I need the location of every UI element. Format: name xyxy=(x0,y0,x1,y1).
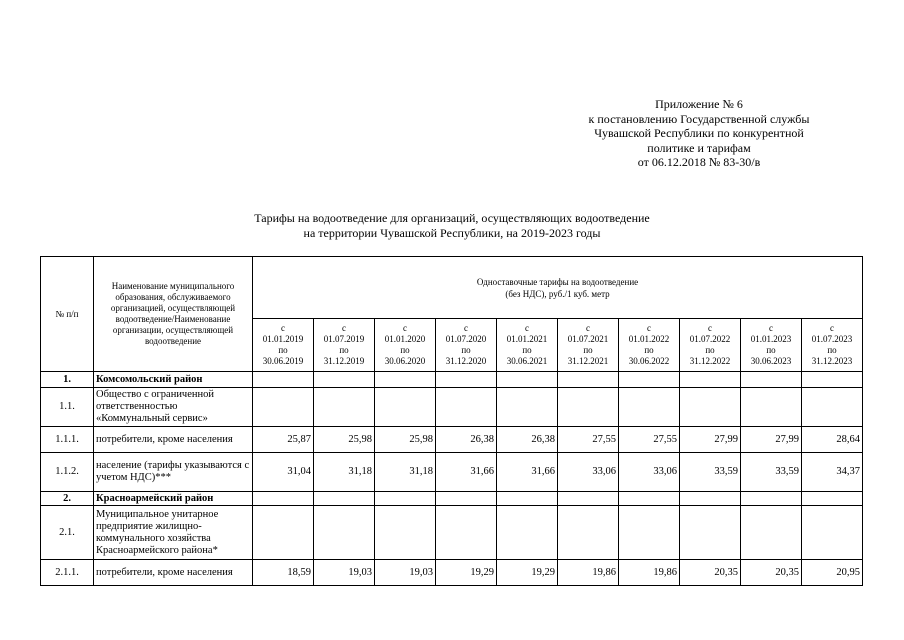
document-title xyxy=(150,211,754,240)
header-period-to: 30.06.2022 xyxy=(628,356,670,366)
tariff-value xyxy=(802,492,863,506)
header-period-to: 31.12.2020 xyxy=(445,356,487,366)
tariff-value: 33,06 xyxy=(558,453,619,492)
tariff-value xyxy=(314,372,375,388)
tariff-value: 34,37 xyxy=(802,453,863,492)
header-period-to: 30.06.2021 xyxy=(506,356,548,366)
tariff-value: 28,64 xyxy=(802,427,863,453)
header-num: № п/п xyxy=(41,257,94,372)
appendix-line: от 06.12.2018 № 83-30/в xyxy=(637,155,761,169)
row-number: 1.1. xyxy=(41,388,94,427)
header-period-from-word: с xyxy=(281,323,285,333)
tariff-value xyxy=(253,506,314,560)
header-period xyxy=(741,319,802,372)
tariff-value: 19,86 xyxy=(619,560,680,586)
tariff-value xyxy=(375,506,436,560)
tariff-value: 19,86 xyxy=(558,560,619,586)
header-period xyxy=(253,319,314,372)
row-number: 2.1.1. xyxy=(41,560,94,586)
table-row xyxy=(41,427,863,453)
tariff-value xyxy=(558,372,619,388)
header-period-to-word: по xyxy=(583,345,593,355)
header-period-to-word: по xyxy=(339,345,349,355)
tariff-value xyxy=(558,492,619,506)
tariff-value: 20,35 xyxy=(741,560,802,586)
header-period xyxy=(680,319,741,372)
tariff-value: 31,18 xyxy=(375,453,436,492)
row-number: 1. xyxy=(41,372,94,388)
tariff-value xyxy=(253,372,314,388)
tariff-value xyxy=(253,388,314,427)
tariff-value xyxy=(375,372,436,388)
row-number: 2.1. xyxy=(41,506,94,560)
tariff-value xyxy=(619,388,680,427)
table-row xyxy=(41,388,863,427)
tariff-value xyxy=(497,506,558,560)
header-period-to: 31.12.2023 xyxy=(811,356,853,366)
tariff-value xyxy=(741,372,802,388)
header-period xyxy=(436,319,497,372)
tariff-value: 27,99 xyxy=(680,427,741,453)
tariff-value xyxy=(680,506,741,560)
appendix-block xyxy=(560,97,838,170)
header-period-from-word: с xyxy=(403,323,407,333)
row-name: Общество с ограниченной ответственностью «Коммунальный сервис» xyxy=(94,388,253,427)
header-period-from: 01.07.2022 xyxy=(689,334,731,344)
table-row xyxy=(41,506,863,560)
tariff-value: 18,59 xyxy=(253,560,314,586)
tariff-value xyxy=(558,506,619,560)
tariff-value: 27,55 xyxy=(558,427,619,453)
tariff-value: 25,98 xyxy=(375,427,436,453)
tariff-value xyxy=(619,372,680,388)
header-period-from-word: с xyxy=(342,323,346,333)
tariff-value: 31,66 xyxy=(436,453,497,492)
tariff-value xyxy=(253,492,314,506)
tariff-value: 27,99 xyxy=(741,427,802,453)
header-tariff-group-line: (без НДС), руб./1 куб. метр xyxy=(505,288,610,299)
row-name: население (тарифы указываются с учетом НДС)*** xyxy=(94,453,253,492)
header-period-from-word: с xyxy=(830,323,834,333)
header-period xyxy=(558,319,619,372)
header-period-from-word: с xyxy=(525,323,529,333)
header-period-to: 31.12.2021 xyxy=(567,356,609,366)
row-name: Комсомольский район xyxy=(94,372,253,388)
tariff-value xyxy=(375,388,436,427)
header-period-from: 01.01.2022 xyxy=(628,334,670,344)
tariff-value: 31,04 xyxy=(253,453,314,492)
header-period-to: 30.06.2023 xyxy=(750,356,792,366)
header-period-to-word: по xyxy=(400,345,410,355)
header-period-to-word: по xyxy=(644,345,654,355)
header-period-to: 31.12.2022 xyxy=(689,356,731,366)
header-period-to: 31.12.2019 xyxy=(323,356,365,366)
header-period-to-word: по xyxy=(766,345,776,355)
header-period xyxy=(375,319,436,372)
tariff-value xyxy=(802,388,863,427)
header-period-to-word: по xyxy=(827,345,837,355)
header-tariff-group-line: Одноставочные тарифы на водоотведение xyxy=(476,276,639,287)
header-period-from: 01.07.2019 xyxy=(323,334,365,344)
tariff-value: 19,03 xyxy=(314,560,375,586)
tariff-value: 33,59 xyxy=(741,453,802,492)
tariff-value xyxy=(497,388,558,427)
tariff-value xyxy=(436,506,497,560)
tariff-value xyxy=(436,372,497,388)
tariff-value: 33,06 xyxy=(619,453,680,492)
tariff-value xyxy=(680,388,741,427)
document-title-line: на территории Чувашской Республики, на 2019-2023 годы xyxy=(303,225,601,240)
row-name: потребители, кроме населения xyxy=(94,560,253,586)
tariff-value: 33,59 xyxy=(680,453,741,492)
header-period-to-word: по xyxy=(522,345,532,355)
row-name: Муниципальное унитарное предприятие жилищно-коммунального хозяйства Красноармейского района* xyxy=(94,506,253,560)
header-period-to-word: по xyxy=(705,345,715,355)
tariff-value: 25,87 xyxy=(253,427,314,453)
table-row xyxy=(41,560,863,586)
header-period-to-word: по xyxy=(461,345,471,355)
appendix-line: Приложение № 6 xyxy=(655,97,743,111)
tariff-value: 31,66 xyxy=(497,453,558,492)
row-name: потребители, кроме населения xyxy=(94,427,253,453)
tariff-value: 27,55 xyxy=(619,427,680,453)
header-period xyxy=(802,319,863,372)
appendix-line: к постановлению Государственной службы xyxy=(588,111,810,126)
header-period-from-word: с xyxy=(647,323,651,333)
header-period-from-word: с xyxy=(708,323,712,333)
tariff-value: 19,29 xyxy=(497,560,558,586)
tariffs-table xyxy=(40,256,863,586)
tariff-value: 19,29 xyxy=(436,560,497,586)
header-tariff-group xyxy=(253,257,863,319)
header-period-from: 01.07.2021 xyxy=(567,334,609,344)
tariff-value: 20,95 xyxy=(802,560,863,586)
tariff-value: 31,18 xyxy=(314,453,375,492)
header-period xyxy=(619,319,680,372)
tariff-value xyxy=(741,388,802,427)
header-period-from-word: с xyxy=(586,323,590,333)
row-name: Красноармейский район xyxy=(94,492,253,506)
header-period-from: 01.01.2020 xyxy=(384,334,426,344)
tariff-value xyxy=(680,372,741,388)
row-number: 1.1.2. xyxy=(41,453,94,492)
tariff-value xyxy=(497,492,558,506)
header-period-from: 01.07.2020 xyxy=(445,334,487,344)
tariff-value: 26,38 xyxy=(436,427,497,453)
header-period-from: 01.07.2023 xyxy=(811,334,853,344)
tariff-value: 19,03 xyxy=(375,560,436,586)
tariff-value xyxy=(741,506,802,560)
header-period-from-word: с xyxy=(464,323,468,333)
header-period-to-word: по xyxy=(278,345,288,355)
tariff-value xyxy=(436,388,497,427)
appendix-line: политике и тарифам xyxy=(647,140,751,155)
tariff-value: 25,98 xyxy=(314,427,375,453)
header-period xyxy=(314,319,375,372)
tariff-value xyxy=(497,372,558,388)
document-title-line: Тарифы на водоотведение для организаций, осуществляющих водоотведение xyxy=(254,211,650,225)
header-period-from-word: с xyxy=(769,323,773,333)
header-period-to: 30.06.2020 xyxy=(384,356,426,366)
tariff-value xyxy=(619,492,680,506)
tariff-value xyxy=(314,492,375,506)
row-number: 2. xyxy=(41,492,94,506)
header-period-from: 01.01.2023 xyxy=(750,334,792,344)
tariff-value xyxy=(558,388,619,427)
tariff-value: 20,35 xyxy=(680,560,741,586)
header-period-from: 01.01.2021 xyxy=(506,334,548,344)
tariff-value xyxy=(314,388,375,427)
header-period xyxy=(497,319,558,372)
table-row xyxy=(41,492,863,506)
tariff-value xyxy=(802,506,863,560)
tariff-value xyxy=(436,492,497,506)
tariff-value xyxy=(802,372,863,388)
tariff-value xyxy=(680,492,741,506)
tariff-value xyxy=(619,506,680,560)
appendix-line: Чувашской Республики по конкурентной xyxy=(594,126,804,140)
tariff-value xyxy=(314,506,375,560)
header-name: Наименование муниципального образования, обслуживаемого организацией, осуществляющей водоотведение/Наименование организации, осуществляющей водоотведение xyxy=(94,257,253,372)
row-number: 1.1.1. xyxy=(41,427,94,453)
header-period-from: 01.01.2019 xyxy=(262,334,304,344)
header-period-to: 30.06.2019 xyxy=(262,356,304,366)
table-row xyxy=(41,372,863,388)
tariff-value: 26,38 xyxy=(497,427,558,453)
tariff-value xyxy=(375,492,436,506)
tariff-value xyxy=(741,492,802,506)
table-row xyxy=(41,453,863,492)
